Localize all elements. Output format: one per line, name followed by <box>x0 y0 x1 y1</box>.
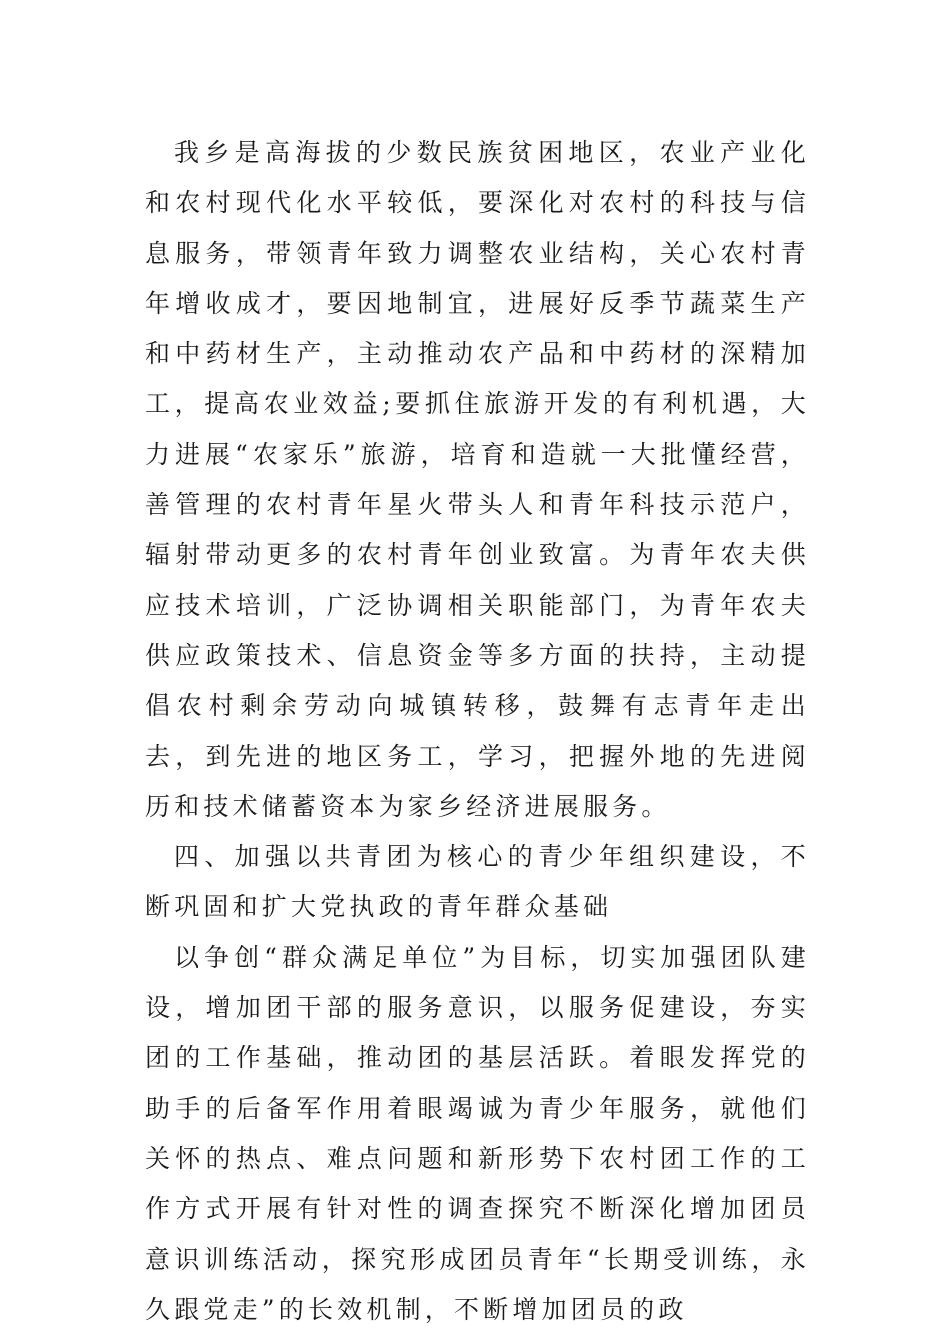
document-body <box>145 128 810 1335</box>
paragraph-rural-development: 我乡是高海拔的少数民族贫困地区，农业产业化和农村现代化水平较低，要深化对农村的科技与信息服务，带领青年致力调整农业结构，关心农村青年增收成才，要因地制宜，进展好反季节蔬菜生产和中药材生产，主动推动农产品和中药材的深精加工，提高农业效益;要抓住旅游开发的有利机遇，大力进展“农家乐”旅游，培育和造就一大批懂经营，善管理的农村青年星火带头人和青年科技示范户，辐射带动更多的农村青年创业致富。为青年农夫供应技术培训，广泛协调相关职能部门，为青年农夫供应政策技术、信息资金等多方面的扶持，主动提倡农村剩余劳动向城镇转移，鼓舞有志青年走出去，到先进的地区务工，学习，把握外地的先进阅历和技术储蓄资本为家乡经济进展服务。 <box>145 138 810 821</box>
paragraph-team-building: 以争创“群众满足单位”为目标，切实加强团队建设，增加团干部的服务意识，以服务促建设，夯实团的工作基础，推动团的基层活跃。着眼发挥党的助手的后备军作用着眼竭诚为青少年服务，就他们关怀的热点、难点问题和新形势下农村团工作的工作方式开展有针对性的调查探究不断深化增加团员意识训练活动，探究形成团员青年“长期受训练，永久跟党走”的长效机制，不断增加团员的政 <box>145 942 810 1324</box>
section-heading-four: 四、加强以共青团为核心的青少年组织建设，不断巩固和扩大党执政的青年群众基础 <box>145 842 810 922</box>
